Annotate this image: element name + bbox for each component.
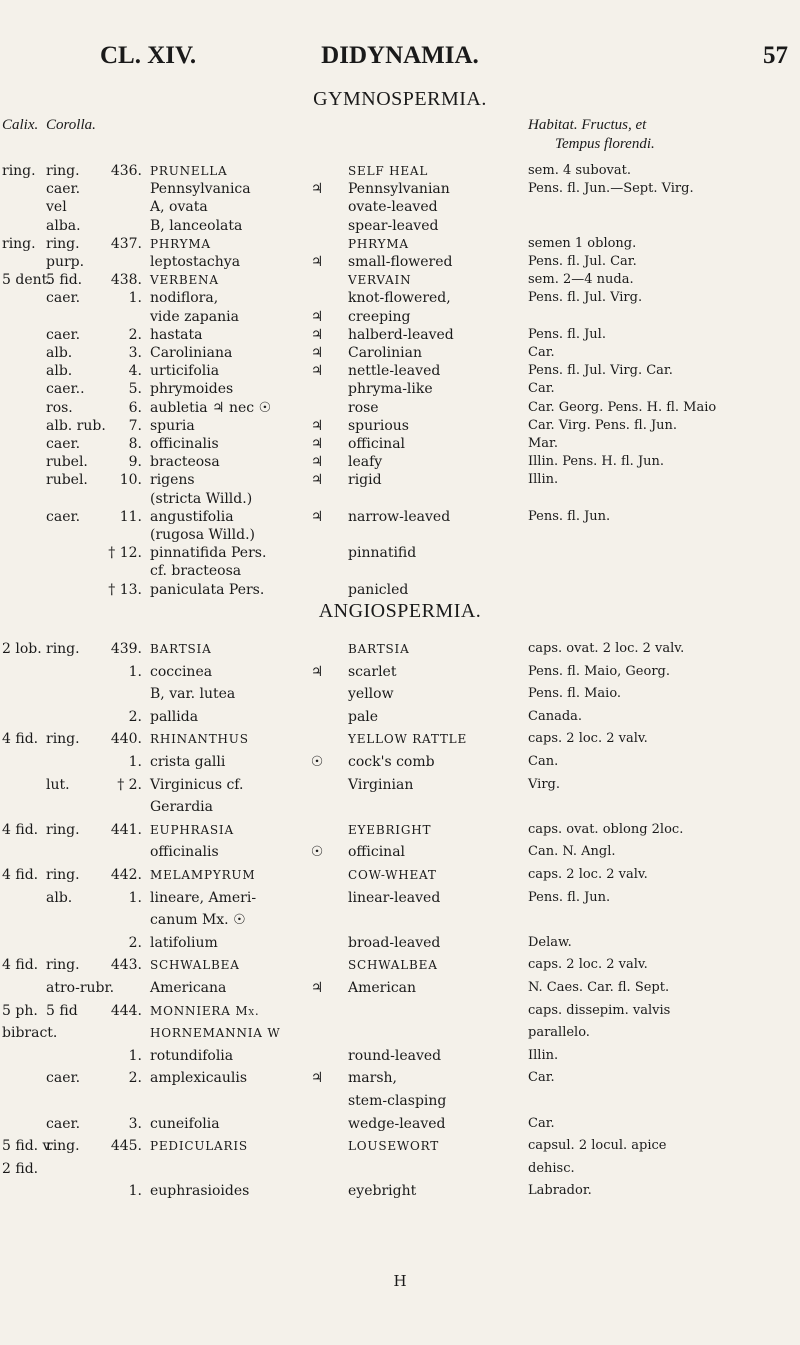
habitat-cell: dehisc. xyxy=(528,1160,575,1176)
latin-name-cell: rotundifolia xyxy=(150,1047,234,1064)
number-cell: 8. xyxy=(128,436,142,452)
latin-name-cell: urticifolia xyxy=(150,363,220,380)
habitat-cell: Pens. fl. Jul. xyxy=(528,326,606,342)
english-name-cell: pale xyxy=(348,708,379,725)
english-name-cell: Virginian xyxy=(348,776,414,793)
corolla-cell: rubel. xyxy=(46,472,88,489)
table-row xyxy=(0,581,800,599)
latin-name-cell: VERBENA xyxy=(150,273,219,288)
table-row xyxy=(0,843,800,861)
habitat-cell: caps. dissepim. valvis xyxy=(528,1002,671,1018)
english-name-cell: scarlet xyxy=(348,663,397,680)
english-name-cell: SELF HEAL xyxy=(348,164,429,178)
english-name-cell: rigid xyxy=(348,472,382,489)
calix-cell: 4 fid. xyxy=(2,957,39,974)
english-name-cell: panicled xyxy=(348,581,409,598)
latin-name-cell: Gerardia xyxy=(150,799,213,816)
corolla-cell: ring. xyxy=(46,235,80,252)
english-name-cell: YELLOW RATTLE xyxy=(348,732,468,747)
latin-name-cell: MONNIERA Mx. xyxy=(150,1003,260,1018)
table-row xyxy=(0,663,800,681)
habitat-cell: Pens. fl. Jul. Car. xyxy=(528,254,637,269)
latin-name-cell: Caroliniana xyxy=(150,345,233,361)
latin-name-cell: PEDICULARIS xyxy=(150,1139,248,1154)
number-cell: 439. xyxy=(110,641,142,657)
corolla-cell: ring. xyxy=(46,731,80,748)
habitat-cell: capsul. 2 locul. apice xyxy=(528,1138,667,1154)
duration-symbol: ♃ xyxy=(310,436,324,452)
habitat-cell: Car. xyxy=(528,345,555,360)
number-cell: † 2. xyxy=(117,776,142,793)
number-cell: 444. xyxy=(110,1002,142,1019)
table-row xyxy=(0,235,800,253)
duration-symbol: ♃ xyxy=(310,417,324,434)
habitat-cell: Canada. xyxy=(528,708,583,724)
latin-name-cell: officinalis xyxy=(150,844,219,861)
number-cell: 10. xyxy=(119,472,142,489)
latin-name-cell: officinalis xyxy=(150,436,219,452)
habitat-cell: Car. Virg. Pens. fl. Jun. xyxy=(528,417,678,433)
calix-cell: 5 dent. xyxy=(2,272,52,289)
calix-cell: 2 fid. xyxy=(2,1160,39,1177)
table-row xyxy=(0,453,800,471)
duration-symbol: ♃ xyxy=(310,363,324,380)
duration-symbol: ♃ xyxy=(310,254,324,270)
english-name-cell: VERVAIN xyxy=(348,273,412,288)
habitat-cell: Pens. fl. Jul. Virg. xyxy=(528,290,643,306)
column-header-corolla: Corolla. xyxy=(46,117,96,133)
duration-symbol: ♃ xyxy=(310,345,324,361)
english-name-cell: small-flowered xyxy=(348,254,453,270)
english-name-cell: pinnatifid xyxy=(348,545,417,562)
english-name-cell: officinal xyxy=(348,844,406,861)
english-name-cell: leafy xyxy=(348,454,383,471)
column-header-habitat: Habitat. Fructus, et xyxy=(528,117,647,133)
latin-name-cell: (rugosa Willd.) xyxy=(150,527,255,543)
latin-name-cell: RHINANTHUS xyxy=(150,732,249,747)
english-name-cell: American xyxy=(348,980,417,996)
corolla-cell: vel xyxy=(46,199,67,216)
table-row xyxy=(0,708,800,726)
number-cell: 2. xyxy=(128,934,142,951)
english-name-cell: yellow xyxy=(348,686,394,703)
english-name-cell: linear-leaved xyxy=(348,889,441,906)
table-row xyxy=(0,362,800,380)
habitat-cell: Pens. fl. Jul. Virg. Car. xyxy=(528,363,673,379)
latin-name-cell: Pennsylvanica xyxy=(150,181,251,198)
habitat-cell: Illin. Pens. H. fl. Jun. xyxy=(528,454,665,470)
latin-name-cell: SCHWALBEA xyxy=(150,958,240,973)
corolla-cell: ring. xyxy=(46,163,80,179)
habitat-cell: semen 1 oblong. xyxy=(528,235,637,251)
number-cell: 1. xyxy=(128,754,142,770)
duration-symbol: ♃ xyxy=(310,508,324,525)
latin-name-cell: (stricta Willd.) xyxy=(150,490,253,507)
latin-name-cell: A, ovata xyxy=(150,199,208,216)
habitat-cell: Labrador. xyxy=(528,1183,592,1199)
number-cell: 11. xyxy=(119,508,142,525)
calix-cell: 4 fid. xyxy=(2,821,39,838)
habitat-cell: Mar. xyxy=(528,436,558,451)
corolla-cell: alba. xyxy=(46,217,81,234)
table-row xyxy=(0,753,800,771)
corolla-cell: caer.. xyxy=(46,381,85,398)
column-header-tempus: Tempus florendi. xyxy=(555,136,655,152)
table-row xyxy=(0,889,800,907)
number-cell: 442. xyxy=(110,867,142,883)
habitat-cell: Car. xyxy=(528,1115,555,1131)
table-row xyxy=(0,1002,800,1020)
table-row xyxy=(0,508,800,526)
latin-name-cell: angustifolia xyxy=(150,508,234,525)
corolla-cell: ring. xyxy=(46,1138,80,1155)
latin-name-cell: leptostachya xyxy=(150,254,241,270)
english-name-cell: wedge-leaved xyxy=(348,1115,446,1132)
corolla-cell: caer. xyxy=(46,508,81,525)
english-name-cell: phryma-like xyxy=(348,381,433,398)
calix-cell: 4 fid. xyxy=(2,731,39,748)
corolla-cell: 5 fid xyxy=(46,1002,78,1019)
page-number: 57 xyxy=(763,42,788,69)
number-cell: 5. xyxy=(128,381,142,398)
latin-name-cell: phrymoides xyxy=(150,381,234,398)
duration-symbol: ♃ xyxy=(310,663,324,680)
number-cell: 3. xyxy=(128,345,142,361)
calix-cell: 2 lob. xyxy=(2,641,42,657)
habitat-cell: Pens. fl. Jun. xyxy=(528,889,611,905)
english-name-cell: knot-flowered, xyxy=(348,290,451,307)
english-name-cell: ovate-leaved xyxy=(348,199,438,216)
latin-name-cell: pallida xyxy=(150,708,199,725)
number-cell: 2. xyxy=(128,1070,142,1087)
latin-name-cell: spuria xyxy=(150,417,195,434)
habitat-cell: Car. xyxy=(528,1070,555,1086)
duration-symbol: ♃ xyxy=(310,980,324,996)
section-title-angiospermia: ANGIOSPERMIA. xyxy=(318,600,482,622)
english-name-cell: cock's comb xyxy=(348,754,435,770)
table-row xyxy=(0,198,800,216)
calix-cell: 5 fid. v. xyxy=(2,1138,54,1155)
table-row xyxy=(0,1047,800,1065)
latin-name-cell: PRUNELLA xyxy=(150,164,228,178)
table-row xyxy=(0,1182,800,1200)
table-row xyxy=(0,1069,800,1087)
latin-name-cell: cf. bracteosa xyxy=(150,563,242,580)
habitat-cell: Can. N. Angl. xyxy=(528,844,616,860)
latin-name-cell: lineare, Ameri- xyxy=(150,889,257,906)
corolla-cell: alb. xyxy=(46,345,73,361)
habitat-cell: parallelo. xyxy=(528,1025,590,1041)
table-row xyxy=(0,730,800,748)
latin-name-cell: cuneifolia xyxy=(150,1115,220,1132)
corolla-cell: purp. xyxy=(46,254,85,270)
number-cell: † 13. xyxy=(108,581,142,598)
table-row xyxy=(0,1115,800,1133)
latin-name-cell: bracteosa xyxy=(150,454,220,471)
table-row xyxy=(0,911,800,929)
number-cell: 445. xyxy=(110,1138,142,1155)
number-cell: 1. xyxy=(128,889,142,906)
corolla-cell: ring. xyxy=(46,957,80,974)
calix-cell: ring. xyxy=(2,163,36,179)
table-row xyxy=(0,1092,800,1110)
english-name-cell: marsh, xyxy=(348,1070,397,1087)
duration-symbol: ☉ xyxy=(310,844,324,861)
english-name-cell: narrow-leaved xyxy=(348,508,451,525)
habitat-cell: Pens. fl. Jun. xyxy=(528,508,611,524)
corolla-cell: ring. xyxy=(46,867,80,883)
class-label: CL. XIV. xyxy=(100,42,197,69)
english-name-cell: PHRYMA xyxy=(348,236,409,251)
corolla-cell: caer. xyxy=(46,436,81,452)
calix-cell: 5 ph. xyxy=(2,1002,38,1019)
corolla-cell: caer. xyxy=(46,1070,81,1087)
table-row xyxy=(0,308,800,326)
corolla-cell: alb. xyxy=(46,889,73,906)
number-cell: 9. xyxy=(128,454,142,471)
habitat-cell: sem. 4 subovat. xyxy=(528,163,632,178)
latin-name-cell: EUPHRASIA xyxy=(150,822,234,837)
english-name-cell: halberd-leaved xyxy=(348,326,454,343)
number-cell: 1. xyxy=(128,290,142,307)
number-cell: † 12. xyxy=(108,545,142,562)
english-name-cell: LOUSEWORT xyxy=(348,1139,440,1154)
number-cell: 2. xyxy=(128,708,142,725)
table-row xyxy=(0,544,800,562)
latin-name-cell: latifolium xyxy=(150,934,218,951)
table-row xyxy=(0,399,800,417)
habitat-cell: caps. 2 loc. 2 valv. xyxy=(528,731,648,747)
table-row xyxy=(0,685,800,703)
english-name-cell: round-leaved xyxy=(348,1047,442,1064)
english-name-cell: spurious xyxy=(348,417,409,434)
habitat-cell: caps. 2 loc. 2 valv. xyxy=(528,957,648,973)
latin-name-cell: paniculata Pers. xyxy=(150,581,265,598)
habitat-cell: Illin. xyxy=(528,1047,559,1063)
english-name-cell: SCHWALBEA xyxy=(348,958,438,973)
habitat-cell: Car. Georg. Pens. H. fl. Maio xyxy=(528,399,717,415)
column-header-calix: Calix. xyxy=(2,117,39,133)
table-row xyxy=(0,180,800,198)
english-name-cell: EYEBRIGHT xyxy=(348,822,432,837)
latin-name-cell: coccinea xyxy=(150,663,213,680)
latin-name-cell: Virginicus cf. xyxy=(150,776,244,793)
table-row xyxy=(0,776,800,794)
number-cell: 441. xyxy=(110,821,142,838)
habitat-cell: Car. xyxy=(528,381,555,397)
latin-name-cell: BARTSIA xyxy=(150,642,212,656)
habitat-cell: Pens. fl. Jun.—Sept. Virg. xyxy=(528,181,694,197)
number-cell: 3. xyxy=(128,1115,142,1132)
page-header xyxy=(0,42,800,72)
english-name-cell: COW-WHEAT xyxy=(348,868,437,882)
number-cell: 443. xyxy=(110,957,142,974)
corolla-cell: ring. xyxy=(46,821,80,838)
habitat-cell: Can. xyxy=(528,754,559,769)
corolla-cell: alb. xyxy=(46,363,73,380)
table-row xyxy=(0,956,800,974)
corolla-cell: ros. xyxy=(46,399,73,416)
corolla-cell: caer. xyxy=(46,181,81,198)
number-cell: 436. xyxy=(110,163,142,179)
table-row xyxy=(0,866,800,884)
english-name-cell: broad-leaved xyxy=(348,934,441,951)
table-row xyxy=(0,979,800,997)
table-row xyxy=(0,821,800,839)
latin-name-cell: nodiflora, xyxy=(150,290,219,307)
habitat-cell: sem. 2—4 nuda. xyxy=(528,272,634,288)
duration-symbol: ♃ xyxy=(310,472,324,489)
habitat-cell: caps. 2 loc. 2 valv. xyxy=(528,867,648,882)
section-title-gymnospermia: GYMNOSPERMIA. xyxy=(313,88,487,110)
table-row xyxy=(0,934,800,952)
corolla-cell: caer. xyxy=(46,326,81,343)
class-name: DIDYNAMIA. xyxy=(321,42,479,69)
number-cell: 437. xyxy=(110,235,142,252)
english-name-cell: creeping xyxy=(348,308,411,325)
corolla-cell: rubel. xyxy=(46,454,88,471)
table-row xyxy=(0,490,800,508)
table-row xyxy=(0,162,800,180)
number-cell: 1. xyxy=(128,663,142,680)
latin-name-cell: PHRYMA xyxy=(150,236,211,251)
english-name-cell: rose xyxy=(348,399,379,416)
latin-name-cell: pinnatifida Pers. xyxy=(150,545,267,562)
table-row xyxy=(0,562,800,580)
latin-name-cell: canum Mx. ☉ xyxy=(150,912,246,929)
table-row xyxy=(0,640,800,658)
table-row xyxy=(0,526,800,544)
table-row xyxy=(0,271,800,289)
calix-cell: bibract. xyxy=(2,1025,58,1042)
latin-name-cell: HORNEMANNIA W xyxy=(150,1026,281,1041)
duration-symbol: ♃ xyxy=(310,308,324,325)
latin-name-cell: vide zapania xyxy=(150,308,239,325)
calix-cell: 4 fid. xyxy=(2,867,39,883)
table-row xyxy=(0,435,800,453)
duration-symbol: ☉ xyxy=(310,754,324,770)
habitat-cell: Illin. xyxy=(528,472,559,488)
duration-symbol: ♃ xyxy=(310,181,324,198)
habitat-cell: caps. ovat. 2 loc. 2 valv. xyxy=(528,641,685,656)
english-name-cell: Carolinian xyxy=(348,345,422,361)
latin-name-cell: B, lanceolata xyxy=(150,217,243,234)
latin-name-cell: MELAMPYRUM xyxy=(150,868,256,882)
number-cell: 438. xyxy=(110,272,142,289)
latin-name-cell: B, var. lutea xyxy=(150,686,236,703)
duration-symbol: ♃ xyxy=(310,1070,324,1087)
number-cell: 1. xyxy=(128,1047,142,1064)
habitat-cell: Delaw. xyxy=(528,934,572,950)
corolla-cell: atro-rubr. xyxy=(46,980,115,996)
table-row xyxy=(0,1024,800,1042)
number-cell: 6. xyxy=(128,399,142,416)
number-cell: 7. xyxy=(128,417,142,434)
corolla-cell: caer. xyxy=(46,1115,81,1132)
latin-name-cell: rigens xyxy=(150,472,195,489)
habitat-cell: N. Caes. Car. fl. Sept. xyxy=(528,980,670,995)
table-row xyxy=(0,798,800,816)
number-cell: 1. xyxy=(128,1183,142,1200)
number-cell: 4. xyxy=(128,363,142,380)
latin-name-cell: hastata xyxy=(150,326,203,343)
english-name-cell: eyebright xyxy=(348,1183,417,1200)
latin-name-cell: Americana xyxy=(150,980,227,996)
table-row xyxy=(0,380,800,398)
corolla-cell: lut. xyxy=(46,776,70,793)
habitat-cell: Pens. fl. Maio. xyxy=(528,686,622,702)
table-row xyxy=(0,289,800,307)
number-cell: 440. xyxy=(110,731,142,748)
table-row xyxy=(0,326,800,344)
table-row xyxy=(0,344,800,362)
habitat-cell: caps. ovat. oblong 2loc. xyxy=(528,821,684,837)
latin-name-cell: crista galli xyxy=(150,754,226,770)
english-name-cell: officinal xyxy=(348,436,406,452)
corolla-cell: 5 fid. xyxy=(46,272,83,289)
corolla-cell: caer. xyxy=(46,290,81,307)
duration-symbol: ♃ xyxy=(310,326,324,343)
english-name-cell: stem-clasping xyxy=(348,1093,447,1109)
english-name-cell: spear-leaved xyxy=(348,217,439,234)
table-row xyxy=(0,1137,800,1155)
table-row xyxy=(0,253,800,271)
duration-symbol: ♃ xyxy=(310,454,324,471)
table-row xyxy=(0,217,800,235)
latin-name-cell: amplexicaulis xyxy=(150,1070,248,1087)
corolla-cell: alb. rub. xyxy=(46,417,106,434)
english-name-cell: Pennsylvanian xyxy=(348,181,450,198)
english-name-cell: BARTSIA xyxy=(348,642,410,656)
habitat-cell: Virg. xyxy=(528,776,560,792)
table-row xyxy=(0,417,800,435)
number-cell: 2. xyxy=(128,326,142,343)
corolla-cell: ring. xyxy=(46,641,80,657)
calix-cell: ring. xyxy=(2,235,36,252)
table-row xyxy=(0,471,800,489)
latin-name-cell: euphrasioides xyxy=(150,1183,250,1200)
latin-name-cell: aubletia ♃ nec ☉ xyxy=(150,399,272,416)
english-name-cell: nettle-leaved xyxy=(348,363,441,380)
signature-mark: H xyxy=(393,1272,407,1290)
table-row xyxy=(0,1160,800,1178)
habitat-cell: Pens. fl. Maio, Georg. xyxy=(528,663,670,679)
